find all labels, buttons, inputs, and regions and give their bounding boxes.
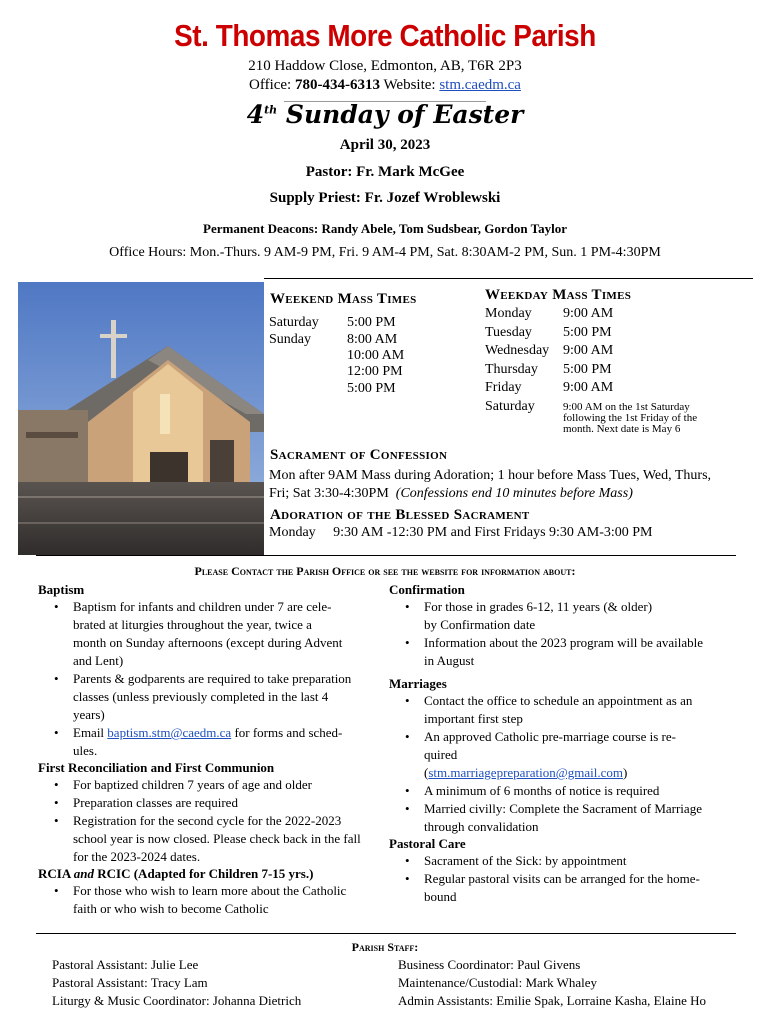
mass-times-top-rule bbox=[264, 278, 753, 279]
office-contact-line bbox=[0, 77, 770, 94]
list-line: • An approved Catholic pre-marriage course is re- bbox=[424, 729, 676, 744]
list-item bbox=[389, 598, 739, 634]
list-line: years) bbox=[73, 707, 105, 722]
list-item bbox=[38, 882, 388, 918]
confession-line: Mon after 9AM Mass during Adoration; 1 hour before Mass Tues, Wed, Thurs, bbox=[269, 468, 712, 483]
weekday-mass-heading: Weekday Mass Times bbox=[485, 287, 632, 303]
confession-heading: Sacrament of Confession bbox=[270, 447, 448, 463]
baptism-email-link[interactable]: baptism.stm@caedm.ca bbox=[107, 725, 232, 740]
list-line: • Parents & godparents are required to take preparation bbox=[73, 671, 352, 686]
list-line: • Preparation classes are required bbox=[73, 795, 238, 810]
list-line: • For baptized children 7 years of age and older bbox=[73, 777, 312, 792]
church-illustration bbox=[18, 282, 264, 555]
list-line: • For those who wish to learn more about the Catholic bbox=[73, 883, 347, 898]
list-line: month on Sunday afternoons (except during Advent bbox=[73, 635, 343, 650]
list-item bbox=[389, 870, 739, 906]
saturday-note-line: 9:00 AM on the 1st Saturday bbox=[563, 401, 690, 413]
email-prefix: Email bbox=[73, 725, 105, 740]
list-line: in August bbox=[424, 653, 475, 668]
weekday-day: Wednesday bbox=[485, 343, 550, 358]
church-photo bbox=[18, 282, 264, 555]
list-line: • Registration for the second cycle for the 2022-2023 bbox=[73, 813, 342, 828]
saturday-note-line: following the 1st Friday of the bbox=[563, 412, 698, 424]
list-line: • Regular pastoral visits can be arranged for the home- bbox=[424, 871, 700, 886]
weekend-time: 5:00 PM bbox=[347, 315, 396, 330]
list-line: and Lent) bbox=[73, 653, 124, 668]
weekday-day: Friday bbox=[485, 380, 522, 395]
rcia-label: RCIA bbox=[38, 866, 71, 881]
list-item bbox=[389, 692, 739, 728]
confession-line bbox=[269, 485, 633, 503]
staff-heading: Parish Staff: bbox=[351, 940, 419, 954]
list-line: quired bbox=[424, 747, 458, 762]
marriage-email-link[interactable]: stm.marriagepreparation@gmail.com bbox=[428, 765, 623, 780]
list-line: • Married civilly: Complete the Sacrament of Marriage bbox=[424, 801, 702, 816]
list-item bbox=[389, 852, 739, 870]
marriages-list bbox=[389, 692, 739, 836]
weekend-time: 8:00 AM bbox=[347, 332, 398, 347]
office-phone: 780-434-6313 bbox=[294, 77, 380, 93]
contact-heading: Please Contact the Parish Office or see the website for information about: bbox=[194, 564, 576, 578]
saturday-note-line: month. Next date is May 6 bbox=[563, 423, 681, 435]
weekday-day: Saturday bbox=[485, 399, 535, 414]
list-item bbox=[38, 812, 388, 866]
list-item bbox=[389, 634, 739, 670]
confirmation-list bbox=[389, 598, 739, 670]
supply-priest-line: Supply Priest: Fr. Jozef Wroblewski bbox=[269, 190, 501, 206]
list-item bbox=[389, 800, 739, 836]
office-label: Office: bbox=[249, 77, 292, 93]
list-line: brated at liturgies throughout the year, twice a bbox=[73, 617, 312, 632]
weekend-mass-heading: Weekend Mass Times bbox=[270, 291, 417, 307]
contact-top-rule bbox=[36, 555, 736, 556]
liturgy-date: April 30, 2023 bbox=[339, 137, 431, 153]
confession-saturday: Fri; Sat 3:30-4:30PM bbox=[269, 486, 389, 501]
list-item bbox=[389, 728, 739, 782]
reconciliation-list bbox=[38, 776, 388, 866]
saturday-mass-note bbox=[563, 402, 753, 435]
weekend-day: Sunday bbox=[269, 332, 311, 347]
rcic-label: RCIC (Adapted for Children 7-15 yrs.) bbox=[97, 866, 314, 881]
liturgy-ordinal: 4 bbox=[246, 100, 265, 129]
list-item bbox=[38, 670, 388, 724]
weekend-day: Saturday bbox=[269, 315, 319, 330]
staff-right-column bbox=[398, 956, 706, 1010]
list-line bbox=[73, 724, 388, 742]
right-info-column bbox=[389, 582, 739, 906]
list-line: (stm.marriagepreparation@gmail.com) bbox=[424, 765, 628, 780]
confession-note: (Confessions end 10 minutes before Mass) bbox=[395, 486, 633, 501]
list-line: • Baptism for infants and children under 7 are cele- bbox=[73, 599, 332, 614]
staff-member: Pastoral Assistant: Tracy Lam bbox=[52, 975, 208, 990]
baptism-list bbox=[38, 598, 388, 760]
staff-left-column bbox=[52, 956, 301, 1010]
weekday-time: 9:00 AM bbox=[563, 343, 614, 358]
weekend-time: 5:00 PM bbox=[347, 381, 396, 396]
office-hours-line: Office Hours: Mon.-Thurs. 9 AM-9 PM, Fri. 9 AM-4 PM, Sat. 8:30AM-2 PM, Sun. 1 PM-4:30PM bbox=[109, 245, 661, 260]
adoration-times: Monday 9:30 AM -12:30 PM and First Fridays 9:30 AM-3:00 PM bbox=[269, 525, 653, 540]
parish-title: St. Thomas More Catholic Parish bbox=[174, 18, 596, 53]
list-line: • For those in grades 6-12, 11 years (& older) bbox=[424, 599, 653, 614]
website-label: Website: bbox=[383, 77, 436, 93]
list-item bbox=[38, 794, 388, 812]
reconciliation-heading: First Reconciliation and First Communion bbox=[38, 760, 275, 775]
deacons-line: Permanent Deacons: Randy Abele, Tom Sudsbear, Gordon Taylor bbox=[203, 221, 567, 236]
list-line: • A minimum of 6 months of notice is required bbox=[424, 783, 660, 798]
staff-member: Liturgy & Music Coordinator: Johanna Dietrich bbox=[52, 993, 302, 1008]
list-line: faith or who wish to become Catholic bbox=[73, 901, 269, 916]
rcia-heading bbox=[38, 866, 388, 882]
baptism-heading: Baptism bbox=[38, 582, 85, 597]
liturgy-ordinal-suffix: th bbox=[264, 103, 278, 117]
rcia-list bbox=[38, 882, 388, 918]
pastoral-care-heading: Pastoral Care bbox=[389, 836, 466, 851]
staff-member: Admin Assistants: Emilie Spak, Lorraine Kasha, Elaine Ho bbox=[398, 993, 706, 1008]
list-line: through convalidation bbox=[424, 819, 539, 834]
list-line: ules. bbox=[73, 743, 98, 758]
list-item bbox=[38, 776, 388, 794]
pastor-line: Pastor: Fr. Mark McGee bbox=[305, 164, 465, 180]
pastoral-care-list bbox=[389, 852, 739, 906]
list-item bbox=[38, 724, 388, 760]
staff-member: Business Coordinator: Paul Givens bbox=[398, 957, 581, 972]
weekday-day: Tuesday bbox=[485, 325, 532, 340]
liturgy-title bbox=[0, 100, 770, 129]
weekend-time: 12:00 PM bbox=[347, 364, 403, 379]
parish-address: 210 Haddow Close, Edmonton, AB, T6R 2P3 bbox=[248, 58, 522, 74]
list-line: school year is now closed. Please check back in the fall bbox=[73, 831, 361, 846]
list-line: classes (unless previously completed in the last 4 bbox=[73, 689, 329, 704]
staff-member: Pastoral Assistant: Julie Lee bbox=[52, 957, 199, 972]
weekday-time: 5:00 PM bbox=[563, 362, 612, 377]
weekend-time: 10:00 AM bbox=[347, 348, 405, 363]
list-line: bound bbox=[424, 889, 457, 904]
list-line: • Information about the 2023 program will be available bbox=[424, 635, 704, 650]
weekday-time: 9:00 AM bbox=[563, 380, 614, 395]
liturgy-title-rest: Sunday of Easter bbox=[285, 100, 524, 129]
left-info-column bbox=[38, 582, 388, 918]
list-item bbox=[38, 598, 388, 670]
weekday-day: Monday bbox=[485, 306, 532, 321]
adoration-heading: Adoration of the Blessed Sacrament bbox=[270, 507, 530, 523]
email-suffix: for forms and sched- bbox=[234, 725, 343, 740]
staff-top-rule bbox=[36, 933, 736, 934]
weekday-day: Thursday bbox=[485, 362, 538, 377]
list-line: by Confirmation date bbox=[424, 617, 536, 632]
confirmation-heading: Confirmation bbox=[389, 582, 465, 597]
marriages-heading: Marriages bbox=[389, 676, 447, 691]
weekday-time: 5:00 PM bbox=[563, 325, 612, 340]
list-line: important first step bbox=[424, 711, 523, 726]
list-line: • Sacrament of the Sick: by appointment bbox=[424, 853, 627, 868]
list-item bbox=[389, 782, 739, 800]
rcia-and: and bbox=[73, 866, 94, 881]
weekday-time: 9:00 AM bbox=[563, 306, 614, 321]
list-line: for the 2023-2024 dates. bbox=[73, 849, 201, 864]
website-link[interactable]: stm.caedm.ca bbox=[439, 77, 521, 93]
staff-member: Maintenance/Custodial: Mark Whaley bbox=[398, 975, 598, 990]
list-line: • Contact the office to schedule an appointment as an bbox=[424, 693, 693, 708]
